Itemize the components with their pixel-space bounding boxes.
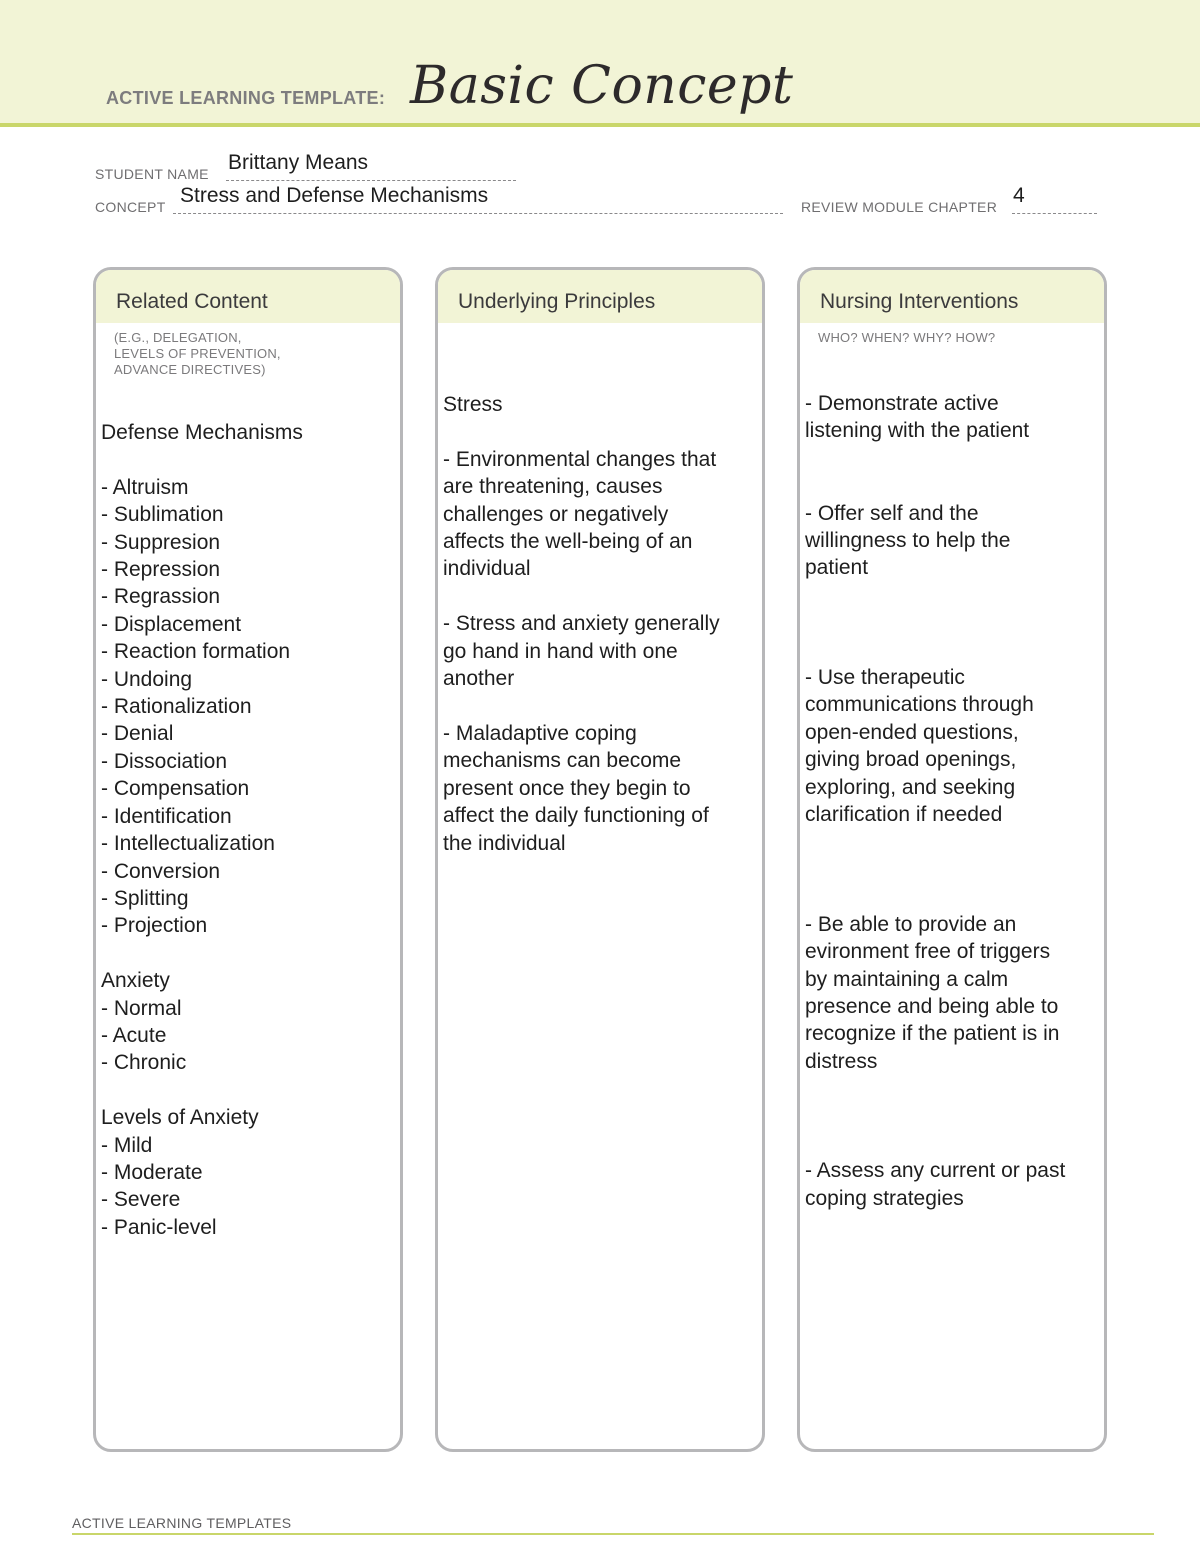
- related-content-body[interactable]: Defense Mechanisms - Altruism - Sublimation - Suppresion - Repression - Regrassion - Displacement - Reaction formation - Undoing - Rationalization - Denial - Dissociation - Compensation - Identification - Intellectualization - Conversion - Splitting - Projection Anxiety - Normal - Acute - Chronic Levels of Anxiety - Mild - Moderate - Severe - Panic-level: [101, 421, 303, 1239]
- footer-label: ACTIVE LEARNING TEMPLATES: [72, 1515, 292, 1531]
- review-module-label: REVIEW MODULE CHAPTER: [801, 199, 998, 215]
- review-module-line: [1012, 213, 1097, 214]
- related-content-card: [93, 267, 403, 1452]
- underlying-principles-body[interactable]: Stress - Environmental changes that are threatening, causes challenges or negatively affects the well-being of an individual - Stress and anxiety generally go hand in hand with one another - Maladaptive coping mechanisms can become present once they begin to affect the daily functioning of the individual: [443, 393, 720, 855]
- student-name-field[interactable]: Brittany Means: [228, 151, 369, 174]
- concept-field[interactable]: Stress and Defense Mechanisms: [180, 184, 489, 207]
- template-title: Basic Concept: [410, 56, 794, 116]
- student-name-label: STUDENT NAME: [95, 166, 209, 182]
- underlying-principles-card: [435, 267, 765, 1452]
- nursing-interventions-subtitle: WHO? WHEN? WHY? HOW?: [818, 330, 996, 345]
- footer-rule: [72, 1533, 1154, 1535]
- template-label: ACTIVE LEARNING TEMPLATE:: [106, 88, 386, 108]
- underlying-principles-title: Underlying Principles: [458, 290, 656, 313]
- concept-line: [173, 213, 783, 214]
- concept-label: CONCEPT: [95, 199, 166, 215]
- student-name-line: [226, 180, 516, 181]
- related-content-title: Related Content: [116, 290, 268, 313]
- nursing-interventions-title: Nursing Interventions: [820, 290, 1019, 313]
- review-module-field[interactable]: 4: [1013, 184, 1025, 207]
- nursing-interventions-body[interactable]: - Demonstrate active listening with the patient - Offer self and the willingness to help the patient - Use therapeutic communications through open-ended questions, giving broad openings, exploring, and seeking clarification if needed - Be able to provide an evironment free of triggers by maintaining a calm presence and being able to recognize if the patient is in distress - Assess any current or past coping strategies: [805, 392, 1066, 1210]
- nursing-interventions-card: [797, 267, 1107, 1452]
- related-content-subtitle: (E.G., DELEGATION, LEVELS OF PREVENTION, ADVANCE DIRECTIVES): [114, 330, 281, 377]
- header-rule: [0, 123, 1200, 127]
